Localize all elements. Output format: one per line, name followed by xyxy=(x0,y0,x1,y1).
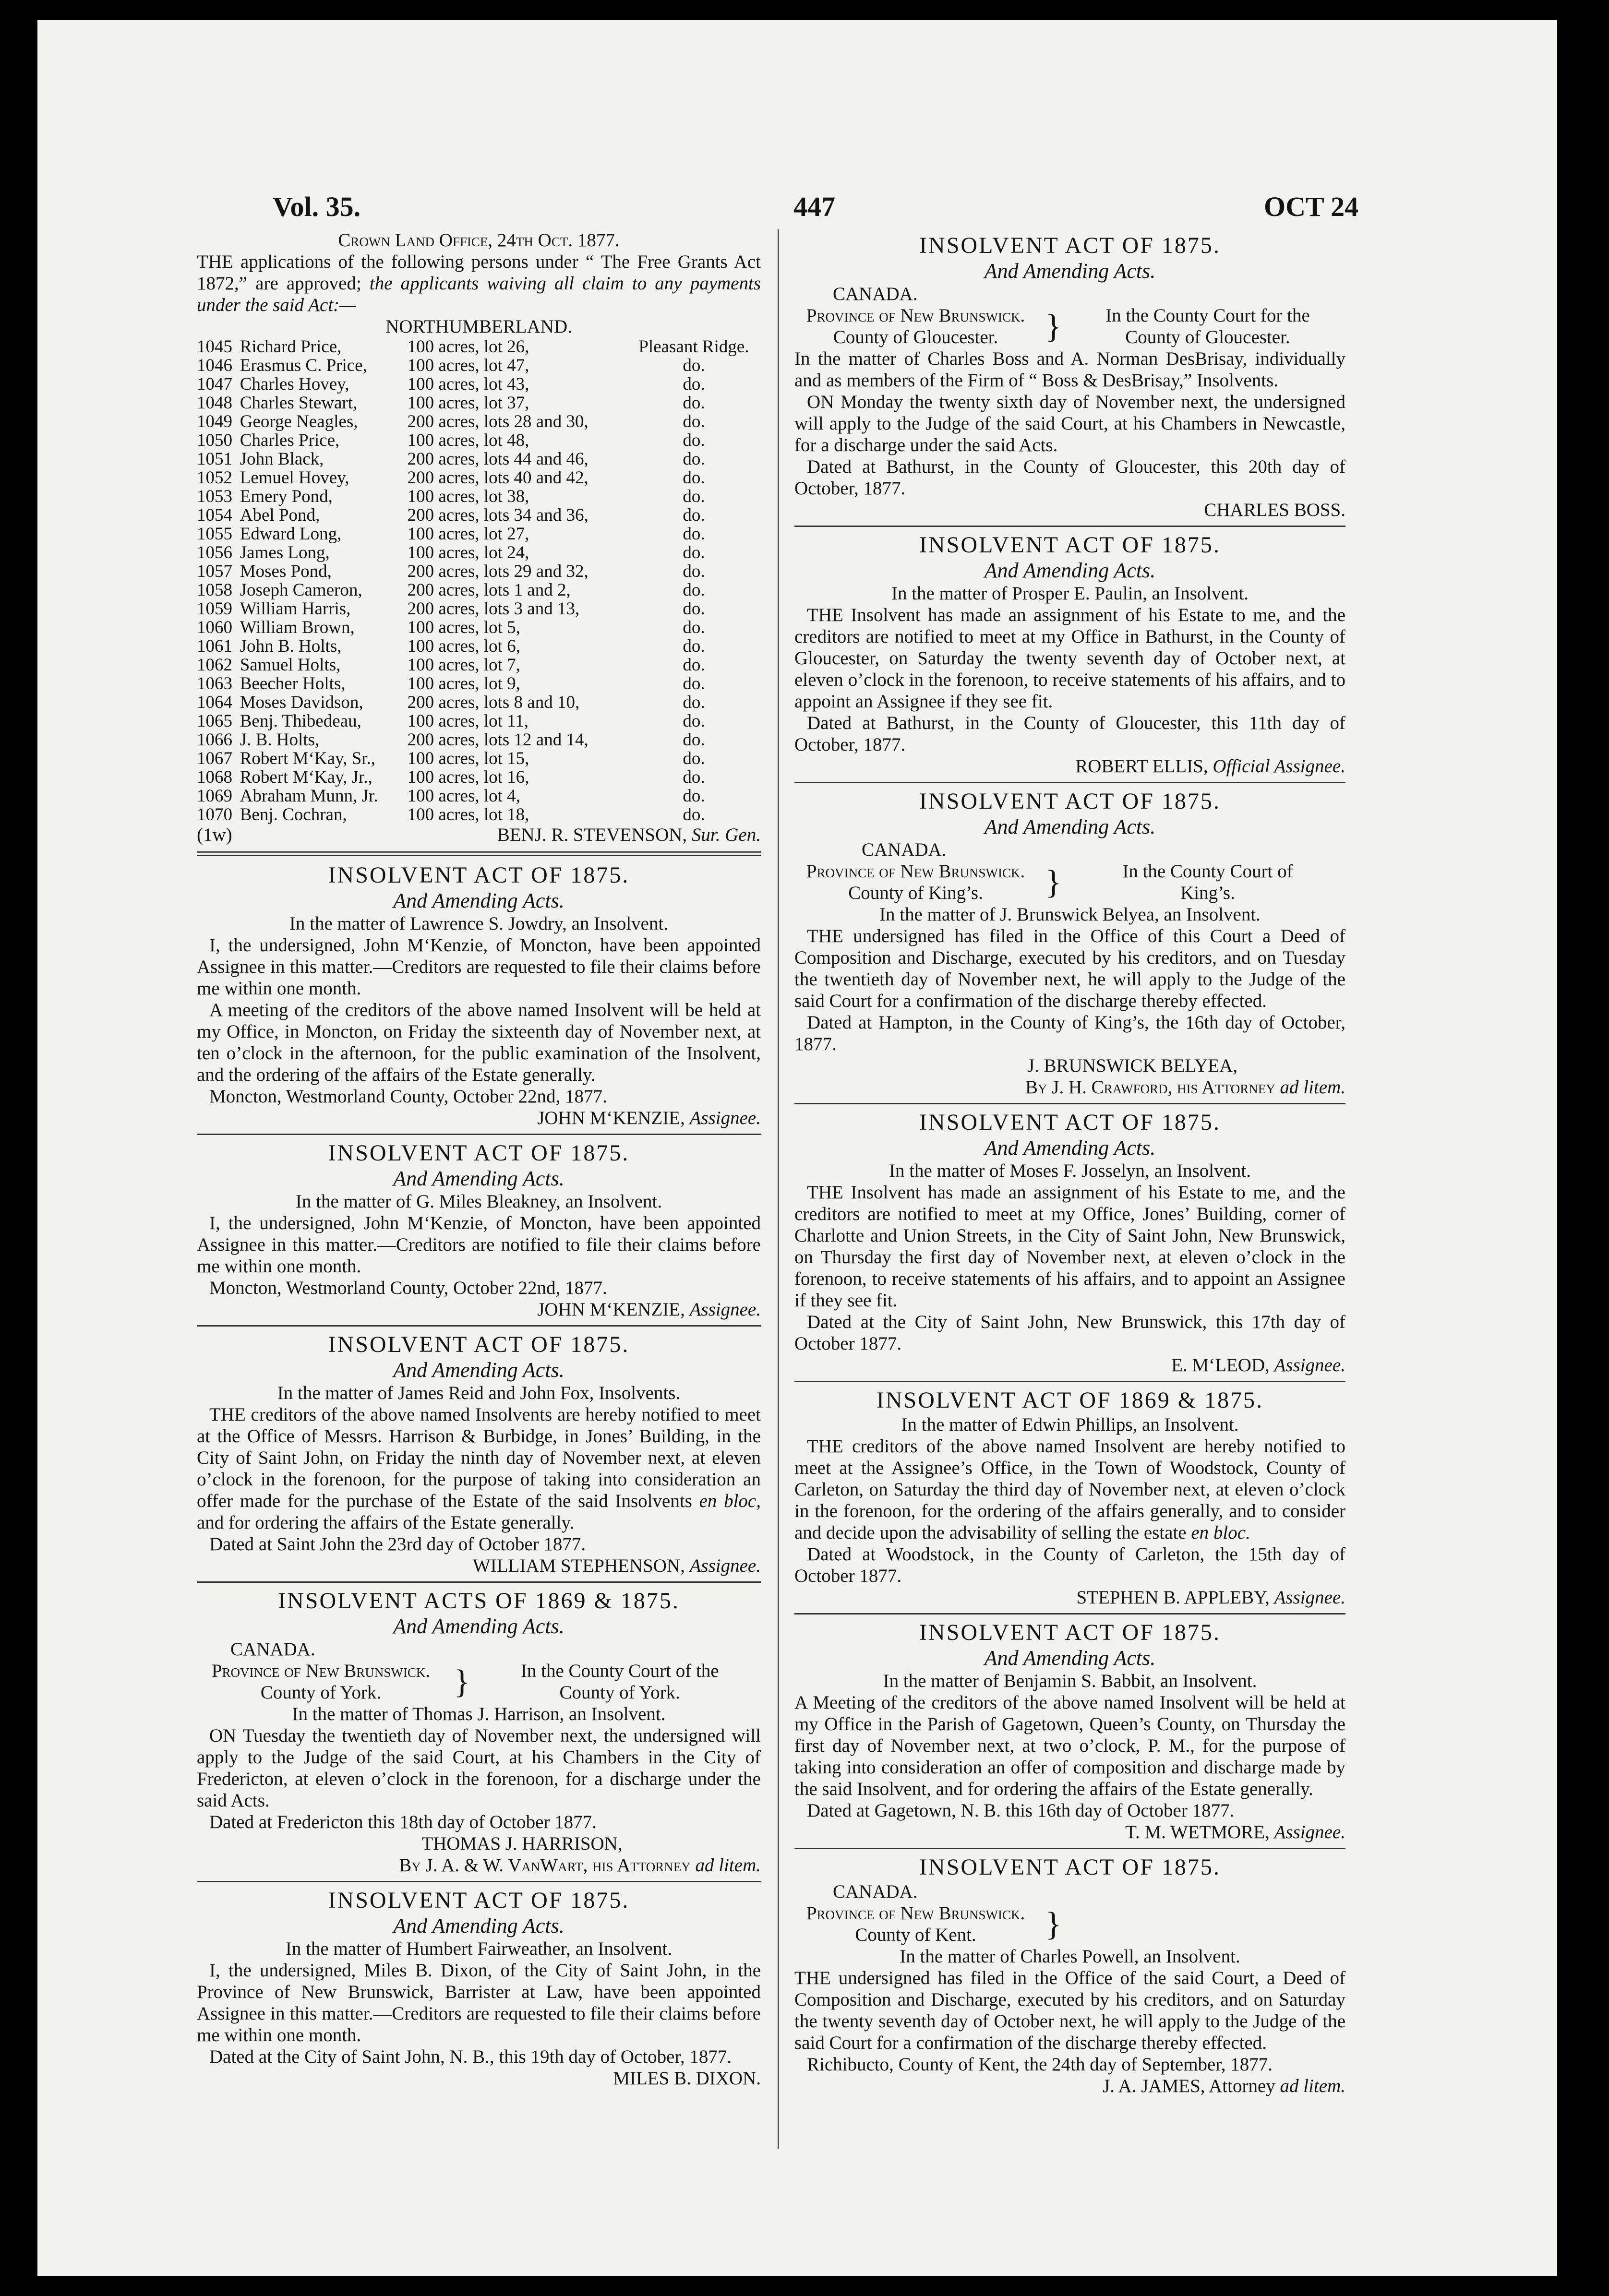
notice-subtitle: And Amending Acts. xyxy=(393,1167,564,1190)
grantee-name: Abraham Munn, Jr. xyxy=(240,786,378,806)
notice-title: INSOLVENT ACT OF 1875. xyxy=(328,1332,630,1357)
left-column xyxy=(197,229,761,2089)
harrison-notice xyxy=(197,1588,761,1876)
section-rule xyxy=(197,1325,761,1327)
grantee-name: Abel Pond, xyxy=(240,505,320,525)
attorney-line: By J. H. Crawford, his Attorney ad litem. xyxy=(1025,1077,1345,1098)
dateline: Dated at Bathurst, in the County of Gloucester, this 11th day of October, 1877. xyxy=(794,713,1345,755)
right-column xyxy=(794,229,1345,2097)
grant-acreage: 200 acres, lots 28 and 30, xyxy=(407,412,588,431)
grant-acreage: 100 acres, lot 9, xyxy=(407,674,520,694)
signature: J. A. JAMES, Attorney ad litem. xyxy=(1103,2076,1345,2096)
grantee-name: Benj. Cochran, xyxy=(240,805,347,825)
grant-number: 1055 xyxy=(197,524,232,544)
grant-number: 1057 xyxy=(197,562,232,581)
grantee-name: William Harris, xyxy=(240,599,351,619)
notice-body: THE undersigned has filed in the Office of the said Court, a Deed of Composition and Discharge, executed by his creditors, and on Saturday the twenty seventh day of October next, he will apply to the Judge of the said Court for a confirmation of the discharge thereby effected. xyxy=(794,1968,1345,2053)
grant-number: 1063 xyxy=(197,674,232,694)
notice-title: INSOLVENT ACT OF 1875. xyxy=(919,233,1221,258)
grant-locality: do. xyxy=(683,430,705,450)
section-rule xyxy=(794,1103,1345,1104)
notice-subtitle: And Amending Acts. xyxy=(984,559,1156,582)
reid-fox-notice xyxy=(197,1331,761,1577)
notice-subtitle: And Amending Acts. xyxy=(393,1358,564,1382)
matter-line: In the matter of Lawrence S. Jowdry, an Insolvent. xyxy=(289,913,669,934)
section-rule xyxy=(794,782,1345,783)
grant-locality: do. xyxy=(683,412,705,431)
grant-acreage: 100 acres, lot 38, xyxy=(407,487,529,506)
grant-acreage: 100 acres, lot 26, xyxy=(407,337,529,357)
notice-body: ON Monday the twenty sixth day of November next, the undersigned will apply to the Judge of the said Court, at his Chambers in Newcastle, for a discharge under the said Acts. xyxy=(794,392,1345,455)
notice-body: THE creditors of the above named Insolvents are hereby notified to meet at the Office of Messrs. Harrison & Burbidge, in Jones’ Building, in the City of Saint John, on Friday the ninth day of November next, at eleven o’clock in the forenoon, for the purpose of taking into consideration an offer made for the purchase of the Estate of the said Insolvents en bloc, and for ordering the affairs of the Estate generally. xyxy=(197,1404,761,1533)
grant-row xyxy=(197,693,761,712)
notice-body: THE Insolvent has made an assignment of his Estate to me, and the creditors are notified to meet at my Office, Jones’ Building, corner of Charlotte and Union Streets, in the City of Saint John, New Brunswick, on Thursday the first day of November next, at eleven o’clock in the forenoon, to receive statements of his affairs, and to appoint an Assignee if they see fit. xyxy=(794,1182,1345,1311)
grant-row xyxy=(197,581,761,599)
grant-locality: do. xyxy=(683,524,705,544)
notice-body: A Meeting of the creditors of the above named Insolvent will be held at my Office in the Parish of Gagetown, Queen’s County, on Thursday the first day of November next, at two o’clock, P. M., for the purpose of taking into consideration an offer of composition and discharge made by the said Insolvent, and for ordering the affairs of the Estate generally. xyxy=(794,1692,1345,1799)
notice-subtitle: And Amending Acts. xyxy=(984,815,1156,838)
signature: CHARLES BOSS. xyxy=(1204,500,1345,520)
grant-locality: do. xyxy=(683,487,705,506)
matter-line: In the matter of Thomas J. Harrison, an Insolvent. xyxy=(292,1704,666,1724)
crown-signature: (1w) BENJ. R. STEVENSON, Sur. Gen. xyxy=(197,825,761,845)
section-rule xyxy=(197,851,761,856)
notice-title: INSOLVENT ACT OF 1875. xyxy=(919,1854,1221,1880)
crown-office-dateline: Crown Land Office, 24th Oct. 1877. xyxy=(338,230,620,251)
grant-row xyxy=(197,337,761,356)
grant-number: 1059 xyxy=(197,599,232,619)
grant-number: 1069 xyxy=(197,786,232,806)
notice-subtitle: And Amending Acts. xyxy=(984,1646,1156,1670)
signature: JOHN M‘KENZIE, Assignee. xyxy=(537,1299,761,1320)
grant-row xyxy=(197,730,761,749)
notice-title: INSOLVENT ACT OF 1875. xyxy=(919,789,1221,814)
grantee-name: William Brown, xyxy=(240,618,355,637)
notice-subtitle: And Amending Acts. xyxy=(984,259,1156,283)
grant-number: 1056 xyxy=(197,543,232,562)
dateline: Dated at the City of Saint John, New Brunswick, this 17th day of October 1877. xyxy=(794,1312,1345,1354)
grant-acreage: 100 acres, lot 5, xyxy=(407,618,520,637)
grant-acreage: 100 acres, lot 24, xyxy=(407,543,529,562)
babbit-notice xyxy=(794,1619,1345,1843)
grant-number: 1062 xyxy=(197,655,232,675)
grant-number: 1070 xyxy=(197,805,232,825)
grant-locality: do. xyxy=(683,393,705,413)
powell-notice xyxy=(794,1854,1345,2097)
grant-locality: do. xyxy=(683,730,705,750)
grantee-name: George Neagles, xyxy=(240,412,358,431)
grantee-name: Benj. Thibedeau, xyxy=(240,711,361,731)
grant-locality: do. xyxy=(683,767,705,787)
grant-number: 1065 xyxy=(197,711,232,731)
section-rule xyxy=(197,1581,761,1583)
dateline: Richibucto, County of Kent, the 24th day of September, 1877. xyxy=(807,2054,1273,2075)
canada-label: CANADA. xyxy=(833,1881,918,1902)
grantee-name: Edward Long, xyxy=(240,524,342,544)
grantee-name: John B. Holts, xyxy=(240,636,342,656)
notice-subtitle: And Amending Acts. xyxy=(393,1914,564,1937)
notice-subtitle: And Amending Acts. xyxy=(393,1614,564,1638)
grantee-name: Robert M‘Kay, Sr., xyxy=(240,749,375,768)
grant-row xyxy=(197,431,761,450)
grant-locality: do. xyxy=(683,711,705,731)
grantee-name: Erasmus C. Price, xyxy=(240,356,367,375)
notice-title: INSOLVENT ACT OF 1869 & 1875. xyxy=(876,1387,1264,1413)
grants-table xyxy=(197,337,761,824)
section-rule xyxy=(794,1613,1345,1614)
dateline: Dated at Saint John the 23rd day of October 1877. xyxy=(209,1534,586,1555)
matter-line: In the matter of James Reid and John Fox, Insolvents. xyxy=(277,1383,681,1403)
issue-date: OCT 24 xyxy=(1264,191,1359,222)
grant-acreage: 200 acres, lots 12 and 14, xyxy=(407,730,588,750)
grant-number: 1051 xyxy=(197,449,232,469)
notice-body: I, the undersigned, John M‘Kenzie, of Moncton, have been appointed Assignee in this matter.—Creditors are notified to file their claims before me within one month. xyxy=(197,1213,761,1277)
boss-notice xyxy=(794,232,1345,521)
grantee-name: Charles Hovey, xyxy=(240,374,349,394)
grant-row xyxy=(197,356,761,375)
grant-row xyxy=(197,375,761,394)
notice-body: I, the undersigned, Miles B. Dixon, of the City of Saint John, in the Province of New Brunswick, Barrister at Law, have been appointed Assignee in this matter.—Creditors are requested to file their claims before me within one month. xyxy=(197,1960,761,2045)
grant-acreage: 100 acres, lot 6, xyxy=(407,636,520,656)
grantee-name: Emery Pond, xyxy=(240,487,333,506)
crown-land-notice xyxy=(197,229,761,846)
grant-row xyxy=(197,599,761,618)
section-rule xyxy=(794,1381,1345,1382)
notice-title: INSOLVENT ACT OF 1875. xyxy=(919,532,1221,558)
grant-number: 1064 xyxy=(197,693,232,712)
notice-subtitle: And Amending Acts. xyxy=(393,889,564,912)
notice-body: THE undersigned has filed in the Office of this Court a Deed of Composition and Discharge, executed by his creditors, and on Tuesday the twentieth day of November next, he will apply to the Judge of the said Court for a confirmation of the discharge thereby effected. xyxy=(794,926,1345,1011)
court-venue: Province of New Brunswick. County of King’s. } In the County Court of King’s. xyxy=(806,861,1293,903)
grant-locality: do. xyxy=(683,468,705,488)
grant-row xyxy=(197,506,761,525)
grant-number: 1067 xyxy=(197,749,232,768)
canada-label: CANADA. xyxy=(833,284,918,304)
grantee-name: Lemuel Hovey, xyxy=(240,468,349,488)
grantee-name: Moses Davidson, xyxy=(240,693,363,712)
notice-body: THE creditors of the above named Insolvent are hereby notified to meet at the Assignee’s Office, in the Town of Woodstock, County of Carleton, on Saturday the third day of November next, at eleven o’clock in the forenoon, for the ordering of the affairs generally, and to consider and decide upon the advisability of selling the estate en bloc. xyxy=(794,1436,1345,1543)
grant-locality: do. xyxy=(683,580,705,600)
grantee-name: Charles Stewart, xyxy=(240,393,358,413)
grant-acreage: 200 acres, lots 34 and 36, xyxy=(407,505,588,525)
grant-acreage: 100 acres, lot 48, xyxy=(407,430,529,450)
grant-row xyxy=(197,749,761,768)
notice-title: INSOLVENT ACT OF 1875. xyxy=(328,1888,630,1913)
matter-line: In the matter of J. Brunswick Belyea, an Insolvent. xyxy=(879,904,1261,925)
grantee-name: Moses Pond, xyxy=(240,562,332,581)
grant-number: 1045 xyxy=(197,337,232,357)
grant-acreage: 200 acres, lots 29 and 32, xyxy=(407,562,588,581)
grant-locality: do. xyxy=(683,505,705,525)
grant-locality: do. xyxy=(683,636,705,656)
grant-number: 1060 xyxy=(197,618,232,637)
grant-row xyxy=(197,787,761,805)
josselyn-notice xyxy=(794,1109,1345,1376)
grant-number: 1046 xyxy=(197,356,232,375)
grant-row xyxy=(197,412,761,431)
matter-line: In the matter of Charles Powell, an Insolvent. xyxy=(900,1946,1240,1967)
dateline: Dated at Woodstock, in the County of Carleton, the 15th day of October 1877. xyxy=(794,1544,1345,1586)
grant-locality: Pleasant Ridge. xyxy=(638,337,749,357)
notice-title: INSOLVENT ACT OF 1875. xyxy=(328,862,630,888)
grant-row xyxy=(197,525,761,543)
grant-number: 1058 xyxy=(197,580,232,600)
signature: JOHN M‘KENZIE, Assignee. xyxy=(537,1108,761,1128)
matter-line: In the matter of Prosper E. Paulin, an Insolvent. xyxy=(891,583,1249,604)
grantee-name: Samuel Holts, xyxy=(240,655,341,675)
grant-row xyxy=(197,712,761,730)
grant-row xyxy=(197,618,761,637)
grant-locality: do. xyxy=(683,749,705,768)
grant-locality: do. xyxy=(683,599,705,619)
grant-number: 1061 xyxy=(197,636,232,656)
dateline: Dated at Fredericton this 18th day of October 1877. xyxy=(209,1812,597,1832)
section-rule xyxy=(197,1134,761,1135)
grant-acreage: 100 acres, lot 16, xyxy=(407,767,529,787)
grant-row xyxy=(197,805,761,824)
grantee-name: Robert M‘Kay, Jr., xyxy=(240,767,372,787)
grant-locality: do. xyxy=(683,356,705,375)
notice-title: INSOLVENT ACTS OF 1869 & 1875. xyxy=(278,1588,680,1614)
grant-acreage: 100 acres, lot 15, xyxy=(407,749,529,768)
grant-row xyxy=(197,637,761,656)
bleakney-notice xyxy=(197,1140,761,1320)
phillips-notice xyxy=(794,1387,1345,1608)
attorney-line: By J. A. & W. VanWart, his Attorney ad litem. xyxy=(399,1855,761,1876)
notice-body: ON Tuesday the twentieth day of November next, the undersigned will apply to the Judge of the said Court, at his Chambers in the City of Fredericton, at eleven o’clock in the forenoon, for a discharge under the said Acts. xyxy=(197,1725,761,1811)
grant-locality: do. xyxy=(683,374,705,394)
grant-locality: do. xyxy=(683,655,705,675)
belyea-notice xyxy=(794,788,1345,1098)
jowdry-notice xyxy=(197,862,761,1129)
dateline: Dated at Hampton, in the County of King’s, the 16th day of October, 1877. xyxy=(794,1012,1345,1054)
grant-row xyxy=(197,674,761,693)
grant-acreage: 100 acres, lot 43, xyxy=(407,374,529,394)
page-number: 447 xyxy=(793,191,835,222)
grant-number: 1048 xyxy=(197,393,232,413)
grant-acreage: 200 acres, lots 44 and 46, xyxy=(407,449,588,469)
grant-acreage: 200 acres, lots 3 and 13, xyxy=(407,599,580,619)
canada-label: CANADA. xyxy=(862,839,947,860)
paulin-notice xyxy=(794,532,1345,777)
notice-body: THE Insolvent has made an assignment of his Estate to me, and the creditors are notified to meet at my Office in Bathurst, in the County of Gloucester, on Saturday the twenty seventh day of October next, at eleven o’clock in the forenoon, to receive statements of his affairs, and to appoint an Assignee if they see fit. xyxy=(794,605,1345,712)
signature: THOMAS J. HARRISON, xyxy=(421,1833,623,1854)
grantee-name: Charles Price, xyxy=(240,430,340,450)
grant-locality: do. xyxy=(683,786,705,806)
matter-line: In the matter of G. Miles Bleakney, an Insolvent. xyxy=(295,1191,662,1212)
grantee-name: Beecher Holts, xyxy=(240,674,346,694)
court-venue: Province of New Brunswick. County of York. } In the County Court of the County of York. xyxy=(211,1661,719,1703)
fairweather-notice xyxy=(197,1887,761,2089)
grant-acreage: 200 acres, lots 8 and 10, xyxy=(407,693,580,712)
grant-number: 1052 xyxy=(197,468,232,488)
grant-locality: do. xyxy=(683,543,705,562)
grant-acreage: 100 acres, lot 4, xyxy=(407,786,520,806)
signature: J. BRUNSWICK BELYEA, xyxy=(1027,1055,1238,1076)
section-rule xyxy=(794,526,1345,527)
matter-line: In the matter of Humbert Fairweather, an Insolvent. xyxy=(285,1938,672,1959)
grant-row xyxy=(197,468,761,487)
dateline: Dated at Gagetown, N. B. this 16th day of October 1877. xyxy=(807,1800,1235,1821)
grant-row xyxy=(197,768,761,787)
signature: STEPHEN B. APPLEBY, Assignee. xyxy=(1076,1587,1345,1608)
column-divider xyxy=(778,229,779,2149)
crown-intro: THE applications of the following persons under “ The Free Grants Act 1872,” are approved; the applicants waiving all claim to any payments under the said Act:— xyxy=(197,251,761,315)
grant-row xyxy=(197,487,761,506)
grant-acreage: 100 acres, lot 7, xyxy=(407,655,520,675)
notice-body: I, the undersigned, John M‘Kenzie, of Moncton, have been appointed Assignee in this matter.—Creditors are requested to file their claims before me within one month. xyxy=(197,935,761,999)
grant-acreage: 100 acres, lot 11, xyxy=(407,711,529,731)
signature: E. M‘LEOD, Assignee. xyxy=(1171,1355,1345,1375)
volume-number: Vol. 35. xyxy=(273,191,361,222)
grant-locality: do. xyxy=(683,805,705,825)
grant-number: 1049 xyxy=(197,412,232,431)
dateline: Dated at the City of Saint John, N. B., this 19th day of October, 1877. xyxy=(209,2046,732,2067)
notice-title: INSOLVENT ACT OF 1875. xyxy=(919,1110,1221,1135)
grant-number: 1050 xyxy=(197,430,232,450)
notice-subtitle: And Amending Acts. xyxy=(984,1136,1156,1160)
grant-row xyxy=(197,450,761,468)
court-venue: Province of New Brunswick. County of Gloucester. } In the County Court for the County of Gloucester. xyxy=(806,305,1310,347)
grant-locality: do. xyxy=(683,693,705,712)
matter-line: In the matter of Moses F. Josselyn, an Insolvent. xyxy=(889,1160,1251,1181)
grant-acreage: 200 acres, lots 1 and 2, xyxy=(407,580,571,600)
grantee-name: Richard Price, xyxy=(240,337,342,357)
grantee-name: Joseph Cameron, xyxy=(240,580,362,600)
grant-locality: do. xyxy=(683,449,705,469)
notice-body-2: A meeting of the creditors of the above named Insolvent will be held at my Office, in Moncton, on Friday the sixteenth day of November next, at ten o’clock in the afternoon, for the public examination of the Insolvent, and the ordering of the affairs of the Estate generally. xyxy=(197,1000,761,1085)
matter-line: In the matter of Edwin Phillips, an Insolvent. xyxy=(901,1414,1239,1435)
grant-row xyxy=(197,394,761,412)
grant-number: 1054 xyxy=(197,505,232,525)
signature: T. M. WETMORE, Assignee. xyxy=(1125,1822,1345,1842)
grantee-name: John Black, xyxy=(240,449,324,469)
grant-acreage: 100 acres, lot 37, xyxy=(407,393,529,413)
canada-label: CANADA. xyxy=(230,1639,315,1660)
grant-row xyxy=(197,543,761,562)
court-venue: Province of New Brunswick. County of Kent. } xyxy=(806,1903,1062,1945)
grant-locality: do. xyxy=(683,562,705,581)
notice-title: INSOLVENT ACT OF 1875. xyxy=(328,1140,630,1166)
section-rule xyxy=(197,1881,761,1882)
matter-line: In the matter of Benjamin S. Babbit, an Insolvent. xyxy=(883,1671,1257,1691)
grant-number: 1047 xyxy=(197,374,232,394)
signature: WILLIAM STEPHENSON, Assignee. xyxy=(472,1555,761,1576)
grant-acreage: 100 acres, lot 27, xyxy=(407,524,529,544)
section-rule xyxy=(794,1848,1345,1849)
grant-row xyxy=(197,562,761,581)
grant-acreage: 100 acres, lot 18, xyxy=(407,805,529,825)
grant-number: 1066 xyxy=(197,730,232,750)
dateline: Moncton, Westmorland County, October 22nd, 1877. xyxy=(209,1086,607,1107)
notice-title: INSOLVENT ACT OF 1875. xyxy=(919,1620,1221,1645)
signature: ROBERT ELLIS, Official Assignee. xyxy=(1075,756,1345,777)
matter-line: In the matter of Charles Boss and A. Norman DesBrisay, individually and as members of the Firm of “ Boss & DesBrisay,” Insolvents. xyxy=(794,348,1345,391)
grantee-name: J. B. Holts, xyxy=(240,730,320,750)
grant-row xyxy=(197,656,761,674)
grant-number: 1068 xyxy=(197,767,232,787)
grant-acreage: 200 acres, lots 40 and 42, xyxy=(407,468,588,488)
grantee-name: James Long, xyxy=(240,543,330,562)
dateline: Dated at Bathurst, in the County of Gloucester, this 20th day of October, 1877. xyxy=(794,456,1345,499)
county-heading: NORTHUMBERLAND. xyxy=(385,316,572,337)
grant-acreage: 100 acres, lot 47, xyxy=(407,356,529,375)
dateline: Moncton, Westmorland County, October 22nd, 1877. xyxy=(209,1278,607,1298)
grant-locality: do. xyxy=(683,618,705,637)
signature: MILES B. DIXON. xyxy=(613,2068,761,2089)
grant-number: 1053 xyxy=(197,487,232,506)
grant-locality: do. xyxy=(683,674,705,694)
